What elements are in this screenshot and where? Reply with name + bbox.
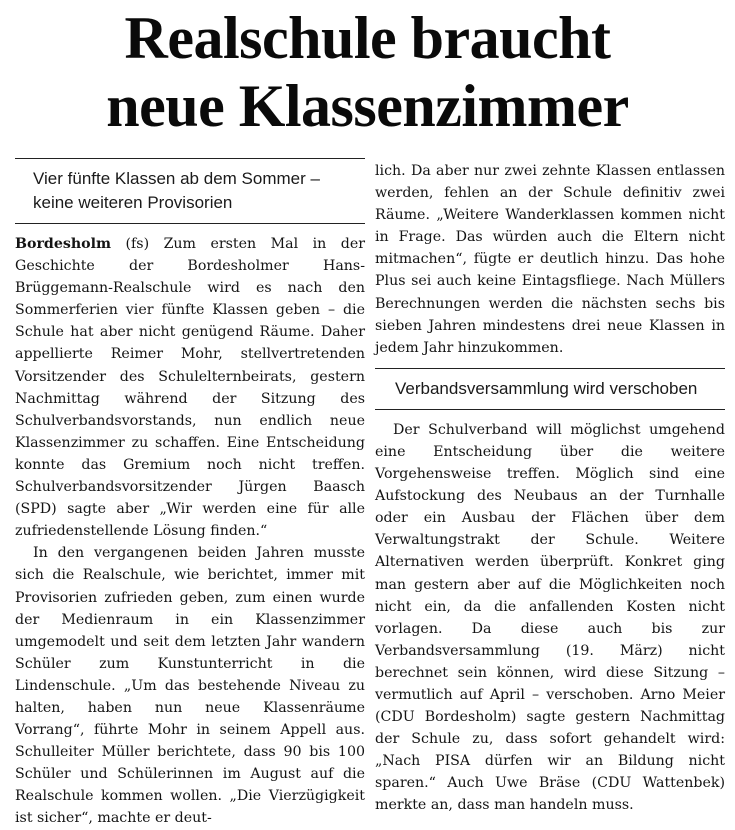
headline — [0, 4, 735, 140]
subheadline: Vier fünfte Klassen ab dem Sommer – keine weiteren Provisorien — [33, 169, 320, 212]
headline-line-1: Realschule braucht — [124, 5, 611, 71]
headline-line-2: neue Klassenzimmer — [106, 73, 629, 139]
left-column — [15, 158, 365, 830]
dateline: Bordesholm — [15, 236, 112, 252]
subheadline-2: Verbandsversammlung wird verschoben — [395, 378, 698, 398]
paragraph-1 — [15, 233, 365, 542]
paragraph-2: In den vergangenen beiden Jahren musste sich die Realschule, wie berichtet, immer mit Provisorien zufrieden geben, zum einen wurde der Medienraum in ein Klassenzimmer umgemodelt und seit dem letzten Jahr wandern Schüler zum Kunstunterricht in die Lindenschule. „Um das bestehende Niveau zu halten, haben nun neue Klassenräume Vorrang“, führte Mohr in seinem Appell aus. Schulleiter Müller berichtete, dass 90 bis 100 Schüler und Schülerinnen im August auf die Realschule kommen wollen. „Die Vierzügigkeit ist sicher“, machte er deut- — [15, 545, 365, 827]
right-column — [375, 160, 725, 817]
paragraph-3: lich. Da aber nur zwei zehnte Klassen entlassen werden, fehlen an der Schule definitiv zwei Räume. „Weitere Wanderklassen kommen nicht in Frage. Das würden auch die Eltern nicht mitmachen“, fügte er deutlich hinzu. Das hohe Plus sei auch keine Eintagsfliege. Nach Müllers Berechnungen werden die nächsten sechs bis sieben Jahren mindestens drei neue Klassen in jedem Jahr hinzukommen. — [375, 163, 725, 356]
paragraph-4: Der Schulverband will möglichst umgehend eine Entscheidung über die weitere Vorgehensweise treffen. Möglich sind eine Aufstockung des Neubaus an der Turnhalle oder ein Ausbau der Flächen über dem Verwaltungstrakt der Schule. Weitere Alternativen werden überprüft. Konkret ging man gestern aber auf die Möglichkeiten noch nicht ein, da die anfallenden Kosten nicht vorlagen. Da diese auch bis zur Verbandsversammlung (19. März) nicht berechnet sein können, wird diese Sitzung – vermutlich auf April – verschoben. Arno Meier (CDU Bordesholm) sagte gestern Nachmittag der Schule zu, dass sofort gehandelt wird: „Nach PISA dürfen wir an Bildung nicht sparen.“ Auch Uwe Bräse (CDU Wattenbek) merkte an, dass man handeln muss. — [375, 421, 725, 814]
paragraph-1-text: (fs) Zum ersten Mal in der Geschichte der Bordesholmer Hans-Brüggemann-Realschule wird es nach den Sommerferien vier fünfte Klassen geben – die Schule hat aber nicht genügend Räume. Daher appellierte Reimer Mohr, stellvertretenden Vorsitzender des Schulelternbeirats, gestern Nachmittag während der Sitzung des Schulverbandsvorstands, nun endlich neue Klassenzimmer zu schaffen. Eine Entscheidung konnte das Gremium noch nicht treffen. Schulverbandsvorsitzender Jürgen Baasch (SPD) sagte aber „Wir werden eine für alle zufriedenstellende Lösung finden.“ — [15, 236, 365, 540]
